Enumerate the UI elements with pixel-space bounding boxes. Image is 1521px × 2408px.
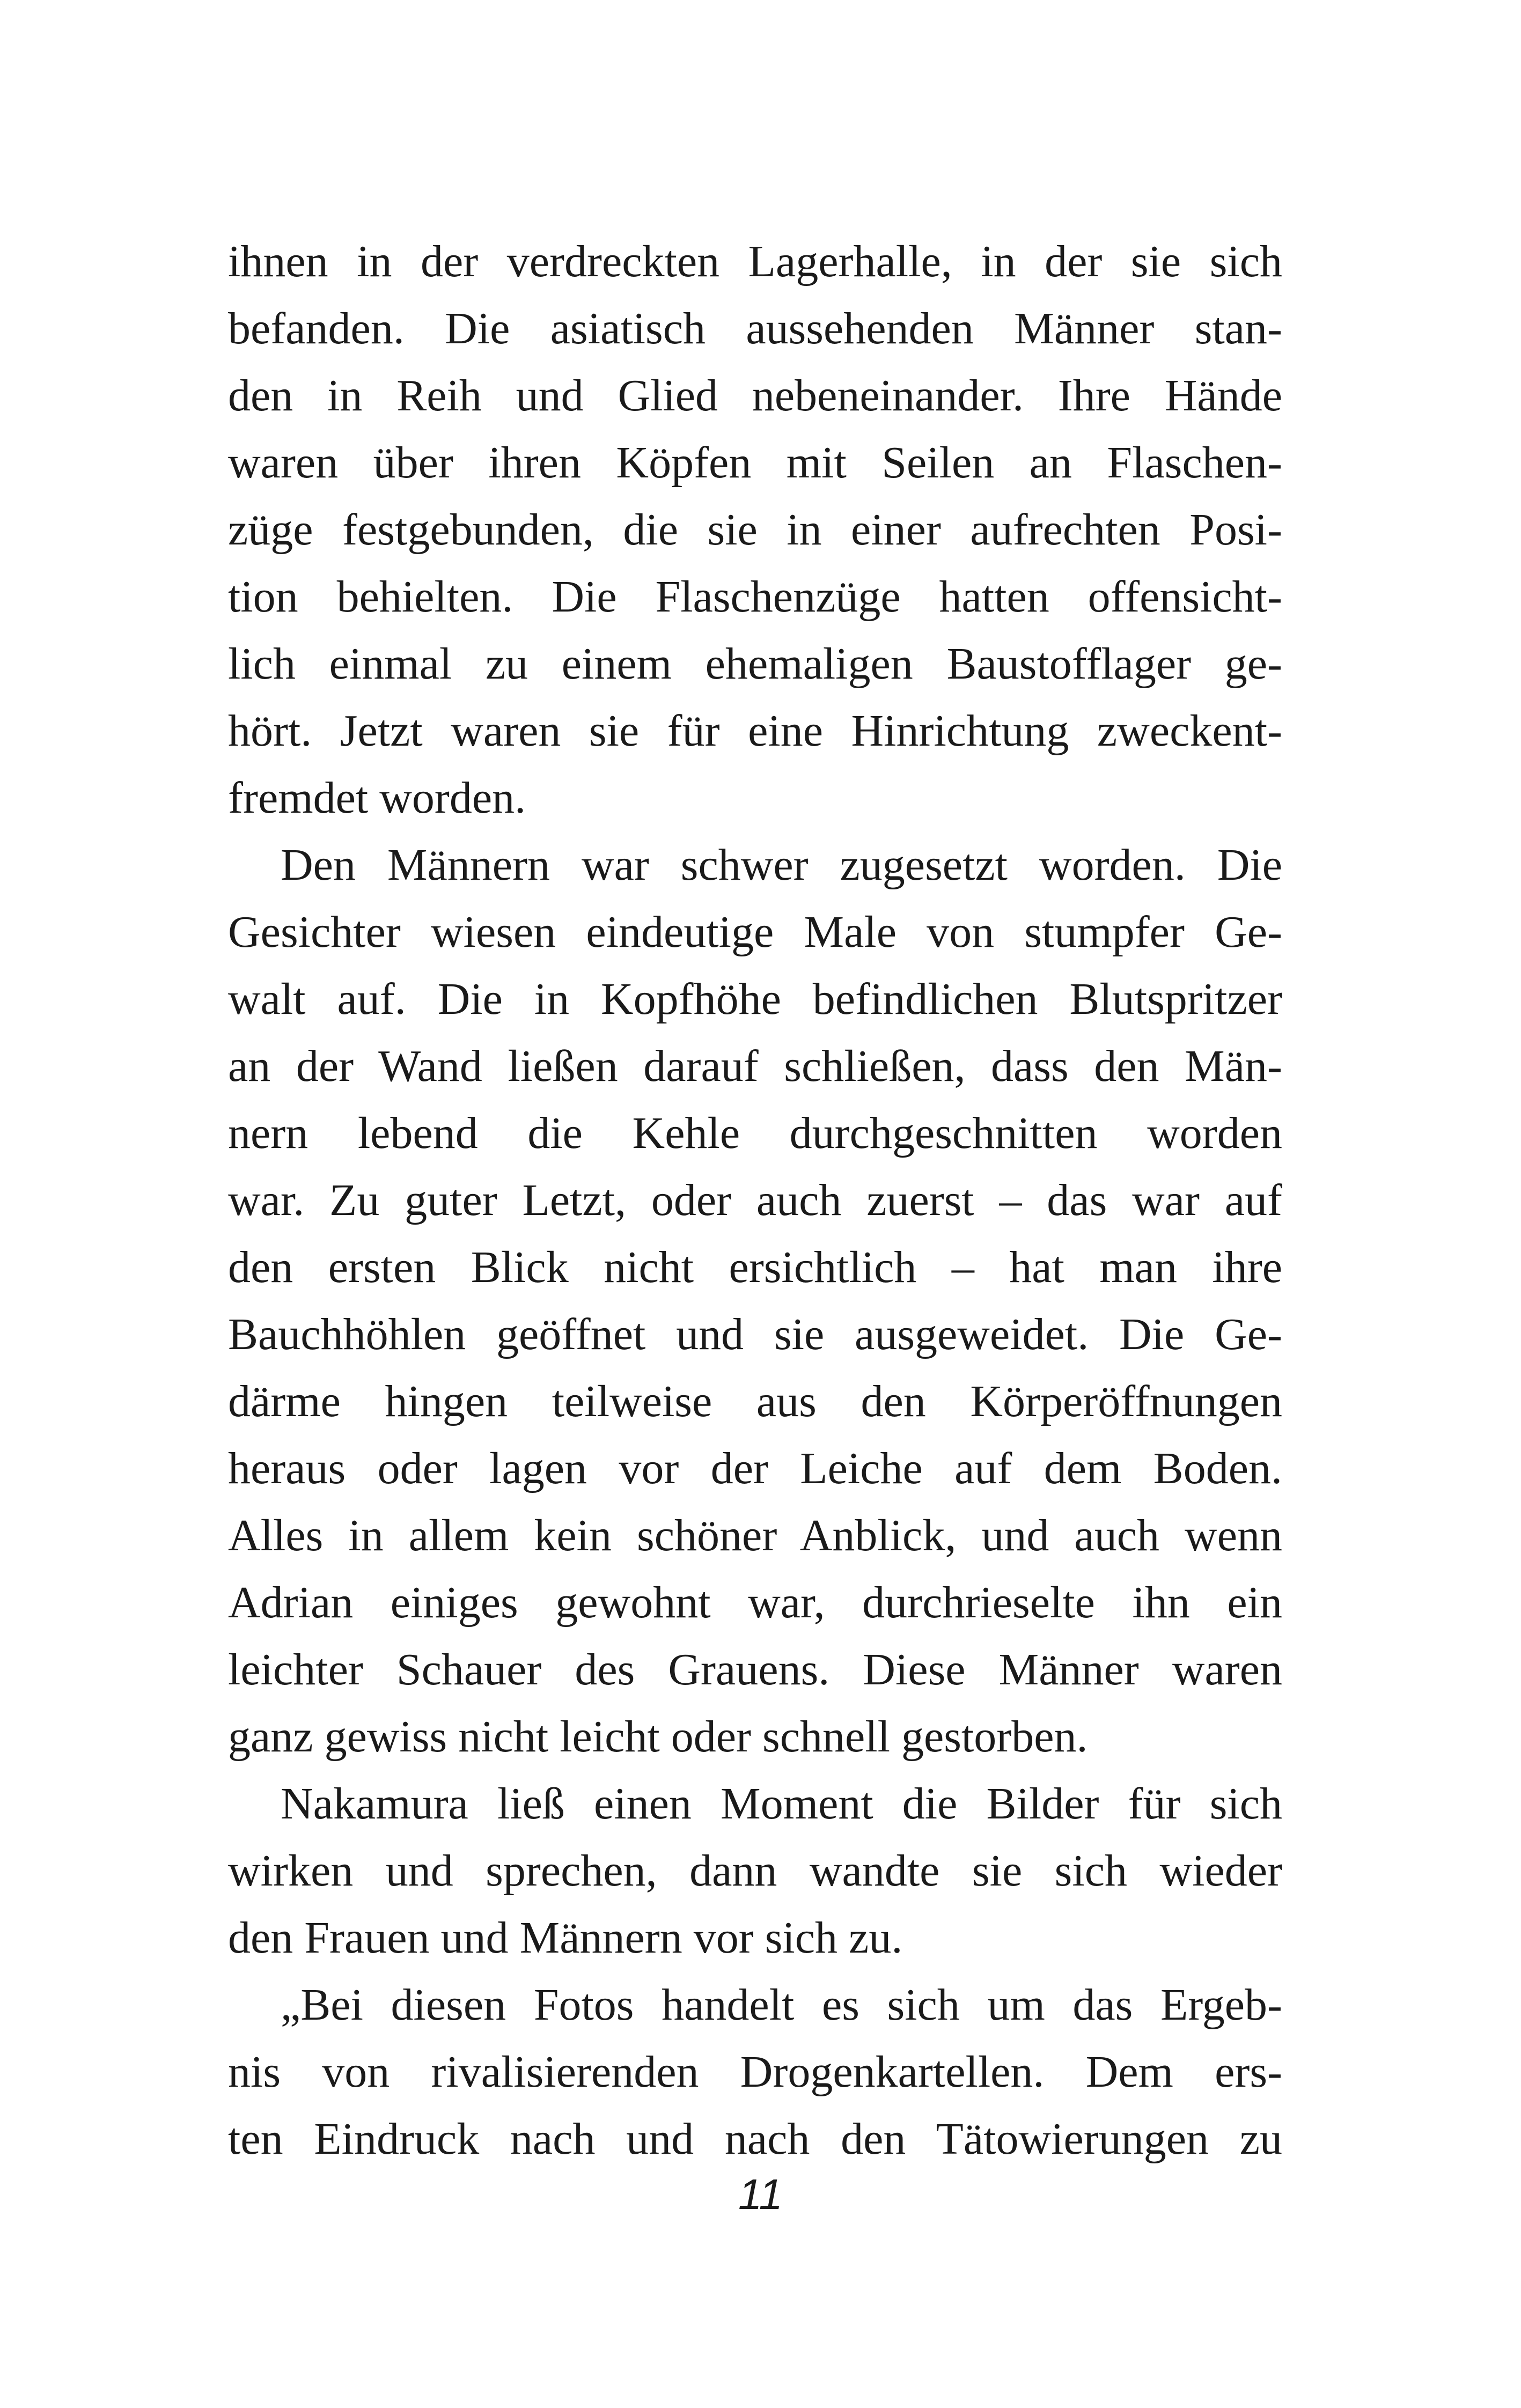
- text-line: den in Reih und Glied nebeneinander. Ihre Hände: [228, 371, 1282, 421]
- text-line: Adrian einiges gewohnt war, durchrieselte ihn ein: [228, 1578, 1282, 1628]
- text-line: den ersten Blick nicht ersichtlich – hat man ihre: [228, 1242, 1282, 1292]
- text-line: tion behielten. Die Flaschenzüge hatten offensicht-: [228, 572, 1282, 622]
- text-line: leichter Schauer des Grauens. Diese Männer waren: [228, 1645, 1282, 1695]
- text-line: ganz gewiss nicht leicht oder schnell gestorben.: [228, 1712, 1088, 1762]
- text-line: Bauchhöhlen geöffnet und sie ausgeweidet. Die Ge-: [228, 1309, 1282, 1359]
- text-line: wirken und sprechen, dann wandte sie sich wieder: [228, 1846, 1282, 1896]
- text-line: Gesichter wiesen eindeutige Male von stumpfer Ge-: [228, 907, 1282, 957]
- text-line: nis von rivalisierenden Drogenkartellen. Dem ers-: [228, 2047, 1282, 2097]
- text-line: den Frauen und Männern vor sich zu.: [228, 1913, 903, 1963]
- text-line: Nakamura ließ einen Moment die Bilder für sich: [281, 1779, 1282, 1829]
- text-line: fremdet worden.: [228, 773, 526, 823]
- page-number: 11: [738, 2170, 783, 2218]
- text-line: walt auf. Die in Kopfhöhe befindlichen Blutspritzer: [228, 974, 1282, 1024]
- text-line: an der Wand ließen darauf schließen, dass den Män-: [228, 1041, 1282, 1091]
- text-line: züge festgebunden, die sie in einer aufrechten Posi-: [228, 505, 1282, 555]
- text-line: befanden. Die asiatisch aussehenden Männer stan-: [228, 304, 1282, 354]
- text-line: hört. Jetzt waren sie für eine Hinrichtung zweckent-: [228, 706, 1282, 756]
- text-line: „Bei diesen Fotos handelt es sich um das Ergeb-: [281, 1980, 1282, 2030]
- text-line: waren über ihren Köpfen mit Seilen an Flaschen-: [228, 438, 1282, 488]
- text-line: nern lebend die Kehle durchgeschnitten worden: [228, 1108, 1282, 1158]
- text-line: Den Männern war schwer zugesetzt worden. Die: [281, 840, 1282, 890]
- body-text: [228, 228, 1282, 2173]
- text-line: därme hingen teilweise aus den Körperöffnungen: [228, 1376, 1282, 1426]
- text-line: Alles in allem kein schöner Anblick, und auch wenn: [228, 1511, 1282, 1560]
- text-line: lich einmal zu einem ehemaligen Baustofflager ge-: [228, 639, 1282, 689]
- text-line: heraus oder lagen vor der Leiche auf dem Boden.: [228, 1444, 1282, 1493]
- text-line: ihnen in der verdreckten Lagerhalle, in der sie sich: [228, 237, 1282, 286]
- text-line: war. Zu guter Letzt, oder auch zuerst – das war auf: [228, 1175, 1282, 1225]
- text-line: ten Eindruck nach und nach den Tätowierungen zu: [228, 2114, 1282, 2164]
